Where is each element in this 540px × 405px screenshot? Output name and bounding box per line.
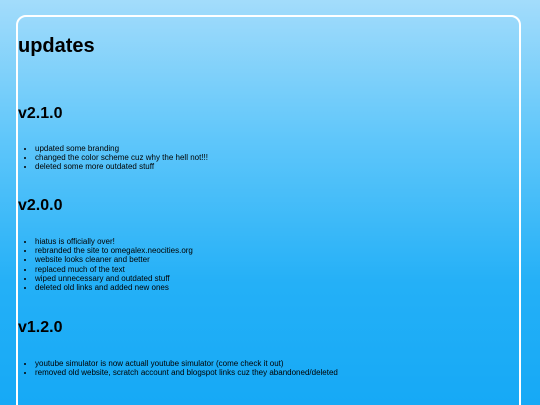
list-item: • removed old website, scratch account and blogspot links cuz they abandoned/deleted [35,368,338,377]
change-list [18,359,338,377]
list-item: • deleted some more outdated stuff [35,162,208,171]
page-title: updates [18,35,95,57]
next-version-heading-partial [18,397,58,405]
change-list [18,144,208,172]
update-section-v1-2-0 [18,318,338,377]
list-item: • rebranded the site to omegalex.neocities.org [35,246,193,255]
version-heading: v2.1.0 [18,105,63,122]
update-section-v2-1-0 [18,104,208,172]
list-item: • deleted old links and added new ones [35,283,193,292]
list-item: • replaced much of the text [35,265,193,274]
list-item: • wiped unnecessary and outdated stuff [35,274,193,283]
list-item: • updated some branding [35,144,208,153]
version-heading: v1.2.0 [18,319,63,336]
list-item: • youtube simulator is now actuall youtube simulator (come check it out) [35,359,338,368]
version-heading: v2.0.0 [18,197,63,214]
list-item: • hiatus is officially over! [35,237,193,246]
update-section-v2-0-0 [18,196,193,292]
list-item: • website looks cleaner and better [35,255,193,264]
list-item: • changed the color scheme cuz why the hell not!!! [35,153,208,162]
change-list [18,237,193,292]
